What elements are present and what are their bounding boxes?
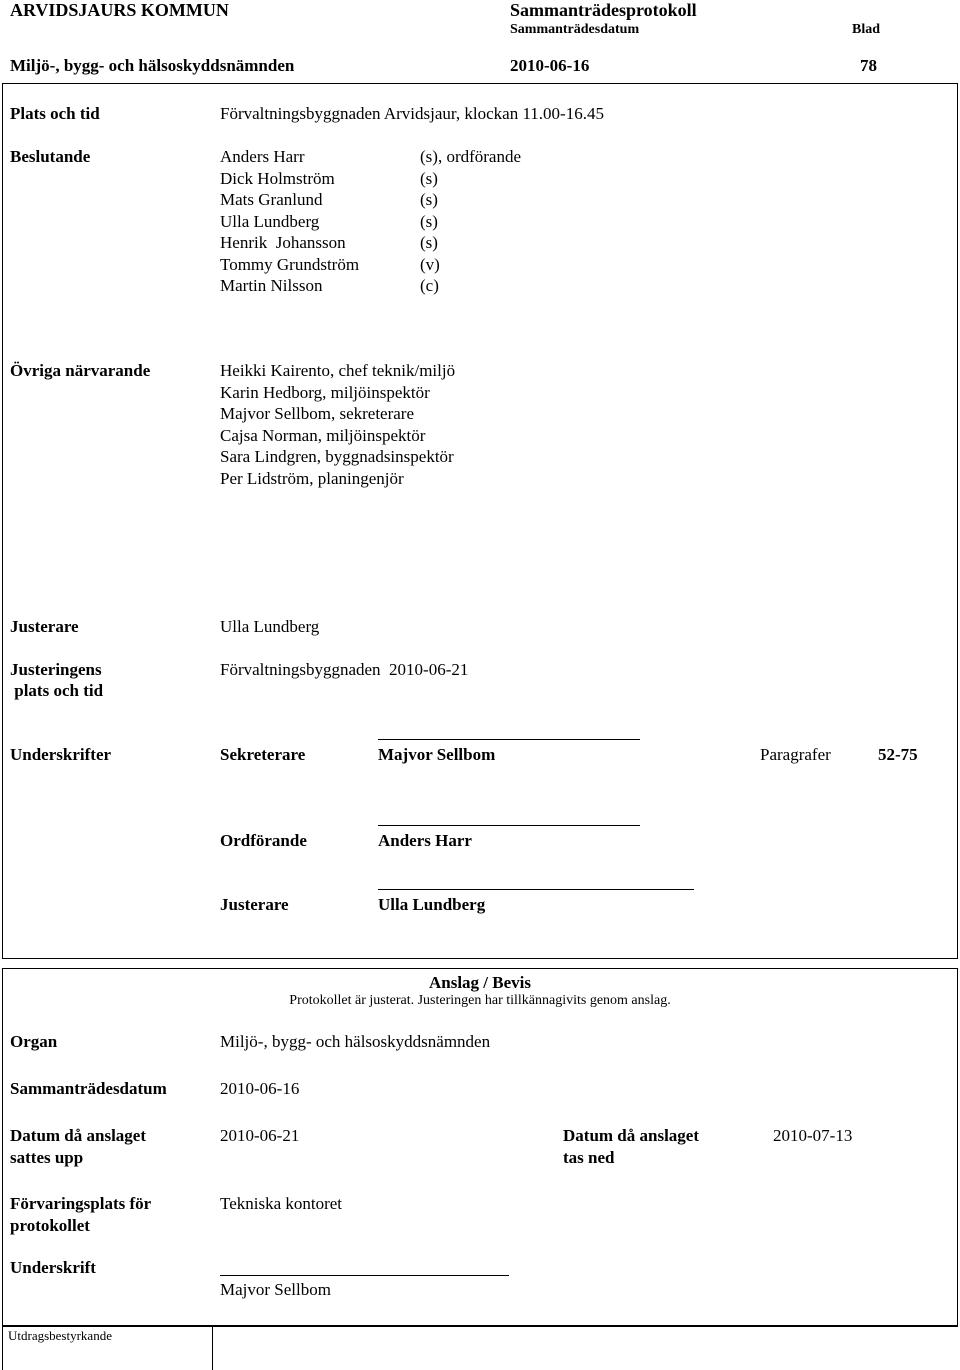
page-number: 78: [860, 56, 877, 75]
adjuster-label: Justerare: [10, 617, 79, 636]
removed-label-1: Datum då anslaget: [563, 1126, 700, 1145]
footer-top-line: [2, 1326, 958, 1327]
removed-label-2: tas ned: [563, 1148, 615, 1167]
notice-signature-name: Majvor Sellbom: [220, 1280, 331, 1299]
chair-name: Anders Harr: [378, 831, 472, 850]
storage-label-2: protokollet: [10, 1216, 90, 1235]
deciding-member-role: (s): [420, 233, 438, 252]
removed-date: 2010-07-13: [773, 1126, 853, 1145]
deciding-member-name: Mats Granlund: [220, 190, 323, 209]
organ-label: Organ: [10, 1032, 58, 1051]
deciding-member-name: Tommy Grundström: [220, 254, 360, 274]
notice-subtitle: Protokollet är justerat. Justeringen har tillkännagivits genom anslag.: [289, 993, 671, 1008]
deciding-member-name: Anders Harr: [220, 147, 305, 166]
deciding-member-name: Ulla Lundberg: [220, 211, 320, 231]
place-value: Förvaltningsbyggnaden Arvidsjaur, klockan 11.00-16.45: [220, 104, 604, 123]
deciding-member-role: (s): [420, 190, 438, 209]
signatures-label: Underskrifter: [10, 745, 112, 764]
other-attendee: Per Lidström, planingenjör: [220, 468, 404, 488]
deciding-label: Beslutande: [10, 147, 91, 166]
deciding-member-role: (c): [420, 276, 439, 295]
storage-value: Tekniska kontoret: [220, 1194, 343, 1213]
paragraphs-value: 52-75: [878, 745, 918, 764]
adjust-place-label-1: Justeringens: [10, 660, 102, 679]
posted-label-2: sattes upp: [10, 1148, 84, 1167]
footer-left-line: [2, 1326, 3, 1370]
storage-label-1: Förvaringsplats för: [10, 1194, 152, 1213]
place-label: Plats och tid: [10, 104, 100, 123]
footer-divider-line: [212, 1326, 213, 1370]
municipality-name: ARVIDSJAURS KOMMUN: [10, 0, 229, 20]
other-attendee: Karin Hedborg, miljöinspektör: [220, 382, 430, 402]
other-attendee: Heikki Kairento, chef teknik/miljö: [220, 361, 456, 380]
notice-meeting-date-label: Sammanträdesdatum: [10, 1079, 167, 1098]
deciding-member-name: Martin Nilsson: [220, 276, 323, 295]
chair-label: Ordförande: [220, 831, 307, 850]
other-attendee: Majvor Sellbom, sekreterare: [220, 404, 415, 423]
deciding-member-role: (s): [420, 168, 438, 188]
notice-meeting-date: 2010-06-16: [220, 1079, 300, 1098]
organ-value: Miljö-, bygg- och hälsoskyddsnämnden: [220, 1032, 491, 1051]
notice-signature-line: [220, 1275, 509, 1276]
sign-adjuster-name: Ulla Lundberg: [378, 895, 486, 914]
deciding-member-role: (v): [420, 254, 440, 274]
signature-label: Underskrift: [10, 1258, 96, 1277]
deciding-member-name: Henrik Johansson: [220, 233, 346, 252]
adjuster-signature-line: [378, 889, 694, 890]
posted-label-1: Datum då anslaget: [10, 1126, 147, 1145]
chair-signature-line: [378, 825, 640, 826]
deciding-member-role: (s): [420, 211, 438, 231]
posted-date: 2010-06-21: [220, 1126, 300, 1145]
protocol-box: [2, 83, 958, 959]
committee-name: Miljö-, bygg- och hälsoskyddsnämnden: [10, 56, 295, 75]
others-label: Övriga närvarande: [10, 361, 151, 380]
other-attendee: Sara Lindgren, byggnadsinspektör: [220, 447, 454, 466]
document-type: Sammanträdesprotokoll: [510, 0, 697, 20]
deciding-member-role: (s), ordförande: [420, 147, 522, 166]
notice-box: [2, 968, 958, 1326]
secretary-signature-line: [378, 739, 640, 740]
page-label: Blad: [852, 22, 881, 37]
secretary-name: Majvor Sellbom: [378, 745, 496, 764]
adjuster-name: Ulla Lundberg: [220, 617, 320, 636]
notice-title: Anslag / Bevis: [428, 973, 532, 992]
paragraphs-label: Paragrafer: [760, 745, 831, 764]
adjust-place-value: Förvaltningsbyggnaden 2010-06-21: [220, 660, 469, 679]
date-label: Sammanträdesdatum: [510, 22, 640, 37]
secretary-label: Sekreterare: [220, 745, 306, 764]
meeting-date: 2010-06-16: [510, 56, 590, 75]
footer-label: Utdragsbestyrkande: [8, 1328, 112, 1343]
sign-adjuster-label: Justerare: [220, 895, 289, 914]
other-attendee: Cajsa Norman, miljöinspektör: [220, 425, 426, 445]
adjust-place-label-2: plats och tid: [10, 681, 104, 700]
deciding-member-name: Dick Holmström: [220, 168, 335, 188]
